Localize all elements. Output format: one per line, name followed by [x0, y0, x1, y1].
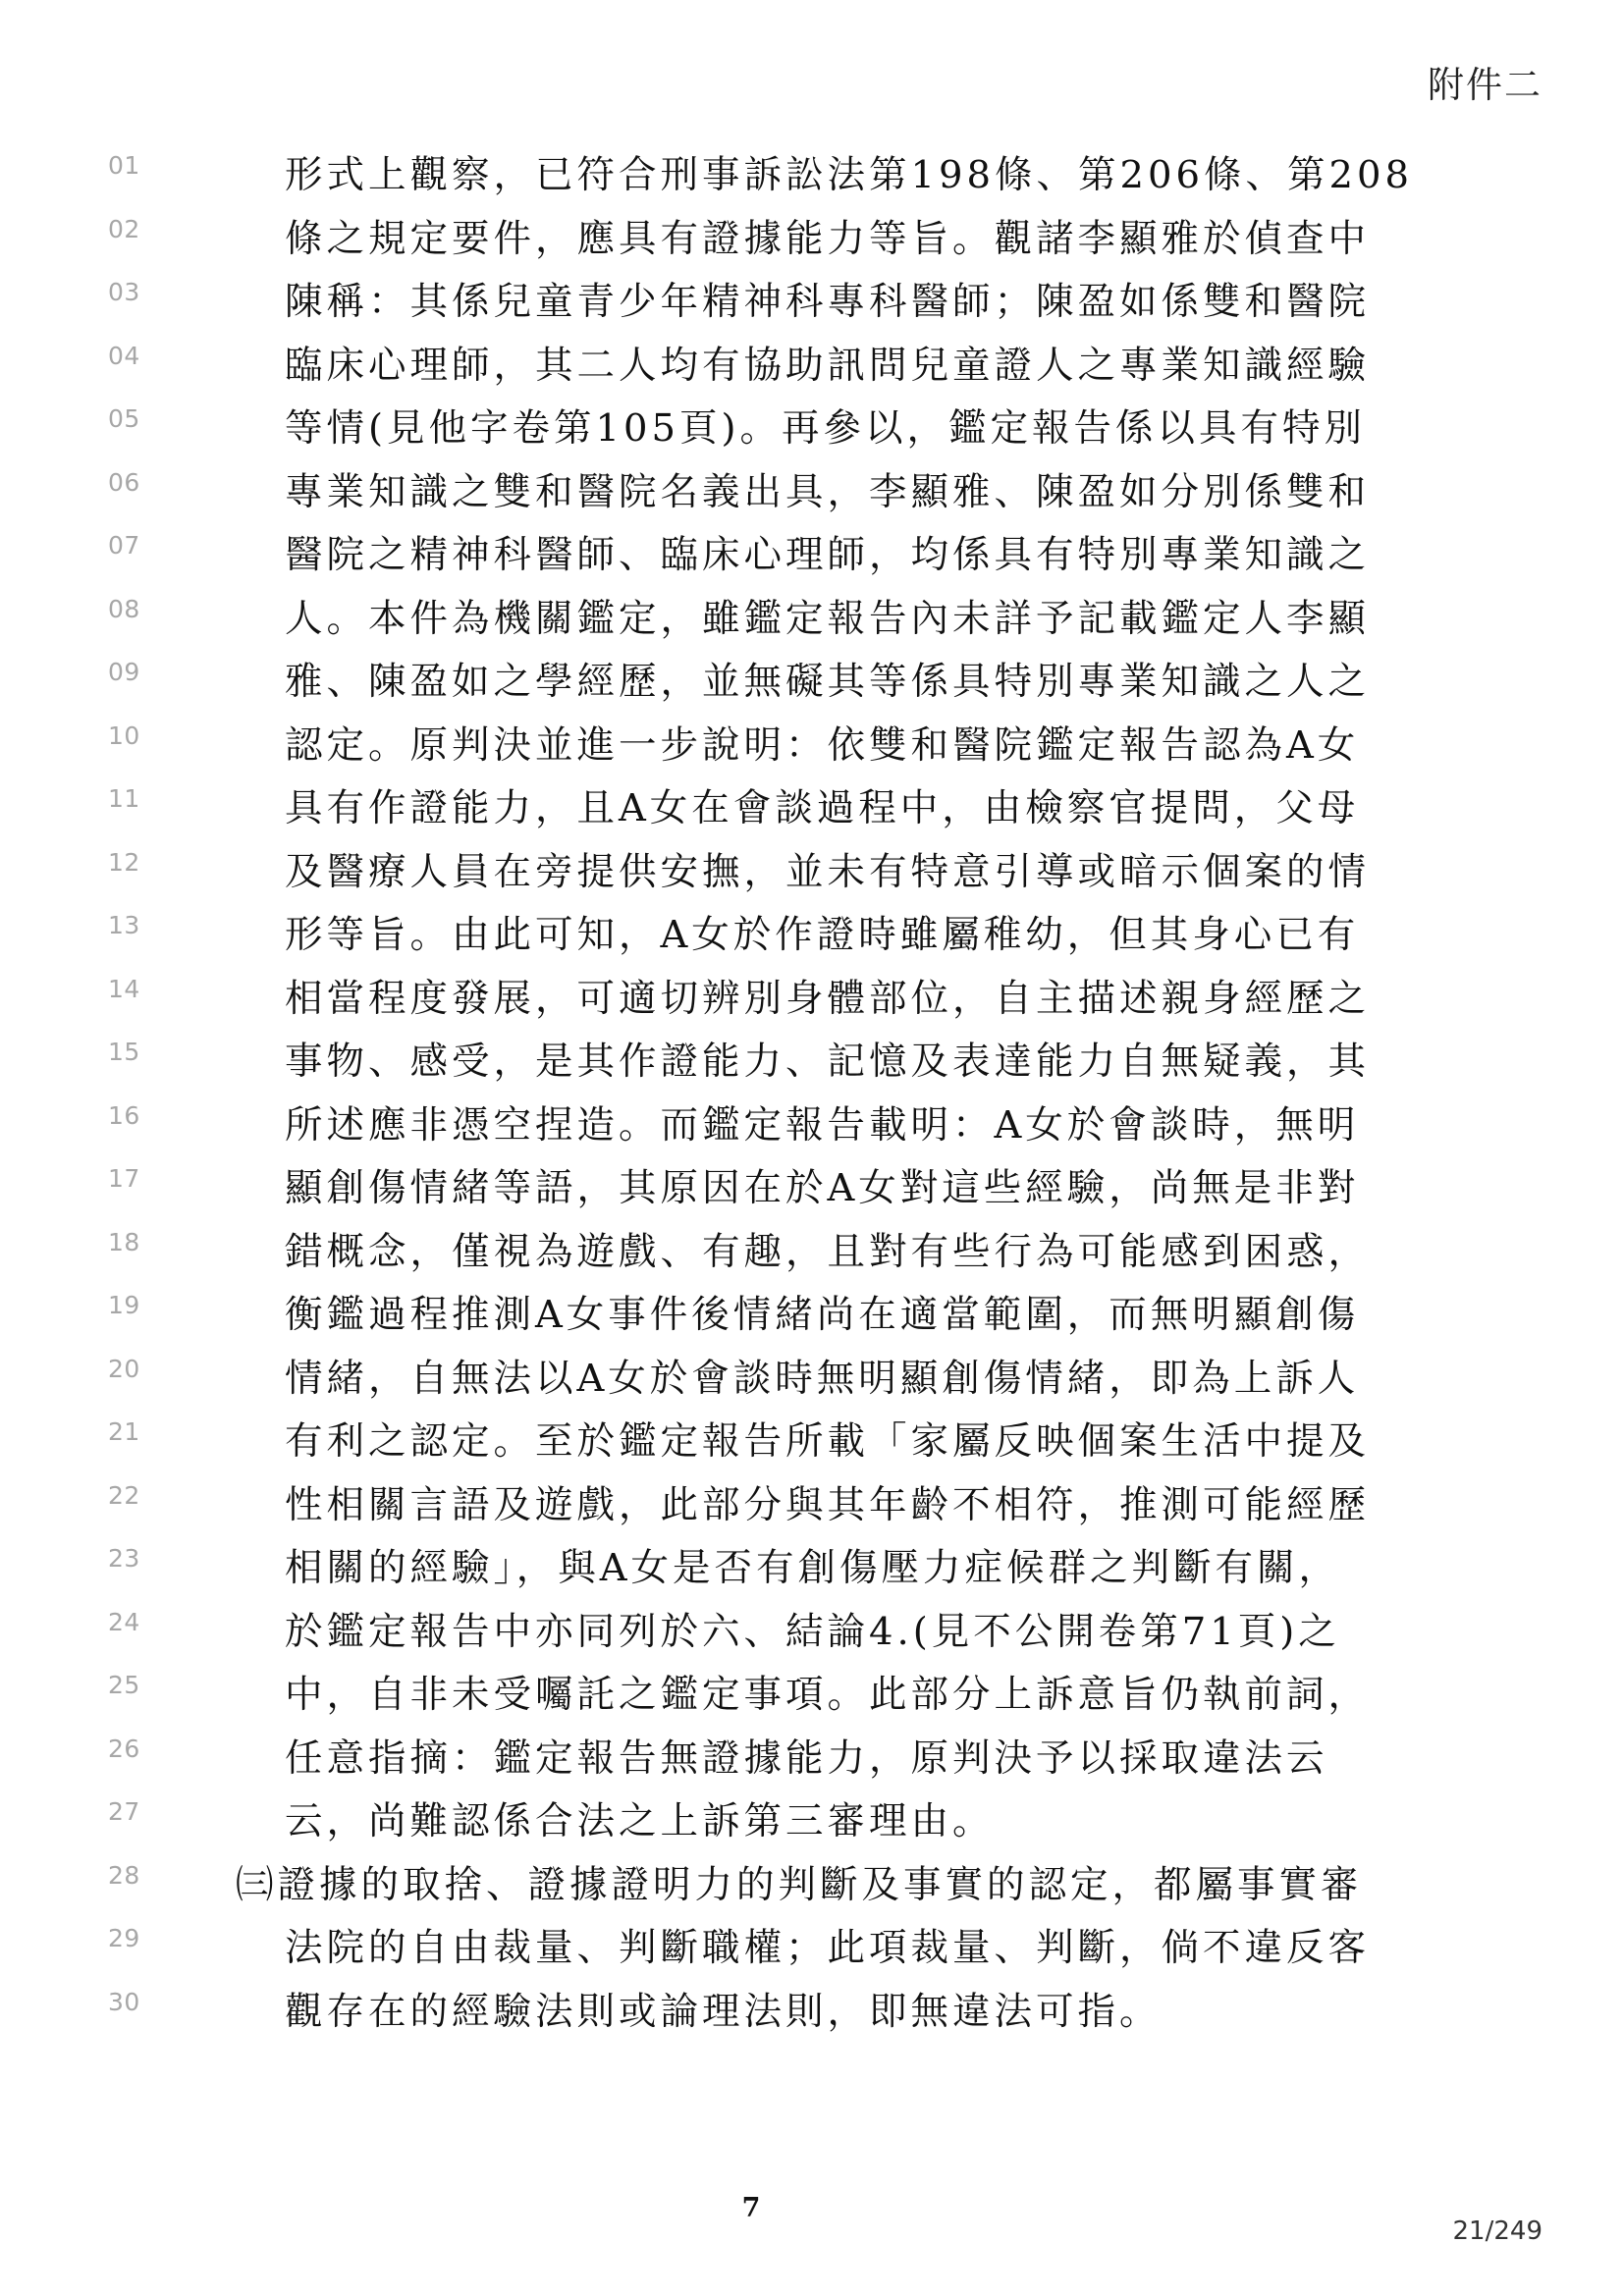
document-line [0, 1471, 1623, 1535]
document-line [0, 1345, 1623, 1409]
line-text: 所述應非憑空捏造。而鑑定報告載明：A女於會談時，無明 [285, 1102, 1360, 1148]
line-number: 18 [108, 1227, 140, 1256]
document-line [0, 268, 1623, 332]
document-line [0, 1154, 1623, 1218]
document-line [0, 521, 1623, 585]
document-line [0, 901, 1623, 965]
line-number: 27 [108, 1797, 140, 1826]
document-line [0, 332, 1623, 396]
document-line [0, 585, 1623, 649]
line-number: 03 [108, 278, 140, 306]
line-number: 17 [108, 1164, 140, 1193]
line-text: 陳稱：其係兒童青少年精神科專科醫師；陳盈如係雙和醫院 [285, 280, 1371, 324]
line-number: 25 [108, 1671, 140, 1699]
line-text: 事物、感受，是其作證能力、記憶及表達能力自無疑義，其 [285, 1040, 1371, 1084]
line-number: 08 [108, 594, 140, 623]
line-number: 24 [108, 1607, 140, 1636]
line-number: 01 [108, 151, 140, 180]
page-counter: 21/249 [1452, 2216, 1542, 2246]
line-text: 人。本件為機關鑑定，雖鑑定報告內未詳予記載鑑定人李顯 [285, 596, 1371, 641]
attachment-label: 附件二 [1428, 64, 1542, 106]
page-number: 7 [741, 2193, 761, 2223]
line-text: 觀存在的經驗法則或論理法則，即無違法可指。 [285, 1989, 1162, 2034]
document-line [0, 1851, 1623, 1915]
document-line [0, 1661, 1623, 1725]
line-number: 02 [108, 214, 140, 243]
line-number: 06 [108, 467, 140, 497]
line-number: 30 [108, 1987, 140, 2016]
line-number: 22 [108, 1480, 140, 1510]
line-number: 13 [108, 911, 140, 939]
document-line [0, 1028, 1623, 1092]
line-text: 情緒，自無法以A女於會談時無明顯創傷情緒，即為上訴人 [285, 1356, 1360, 1401]
document-line [0, 1281, 1623, 1345]
document-body [0, 141, 1623, 2041]
line-text: 條之規定要件，應具有證據能力等旨。觀諸李顯雅於偵查中 [285, 216, 1371, 261]
line-number: 09 [108, 658, 140, 686]
line-number: 11 [108, 784, 140, 813]
line-text: 專業知識之雙和醫院名義出具，李顯雅、陳盈如分別係雙和 [285, 469, 1371, 514]
line-text: 醫院之精神科醫師、臨床心理師，均係具有特別專業知識之 [285, 533, 1371, 577]
line-text: 中，自非未受囑託之鑑定事項。此部分上訴意旨仍執前詞， [285, 1673, 1371, 1717]
line-text: 認定。原判決並進一步說明：依雙和醫院鑑定報告認為A女 [285, 722, 1360, 768]
document-line [0, 838, 1623, 902]
line-number: 28 [108, 1860, 140, 1890]
line-text: 法院的自由裁量、判斷職權；此項裁量、判斷，倘不違反客 [285, 1926, 1371, 1970]
document-line [0, 141, 1623, 205]
line-number: 14 [108, 974, 140, 1003]
document-line [0, 395, 1623, 458]
document-line [0, 965, 1623, 1029]
line-text: 相關的經驗」，與A女是否有創傷壓力症候群之判斷有關， [285, 1546, 1341, 1590]
line-text: 臨床心理師，其二人均有協助訊問兒童證人之專業知識經驗 [285, 343, 1371, 388]
document-line [0, 1092, 1623, 1155]
line-number: 16 [108, 1100, 140, 1130]
document-line [0, 458, 1623, 522]
line-text: 具有作證能力，且A女在會談過程中，由檢察官提問，父母 [285, 786, 1360, 830]
document-line [0, 1725, 1623, 1789]
document-line [0, 1598, 1623, 1662]
line-text: 有利之認定。至於鑑定報告所載「家屬反映個案生活中提及 [285, 1419, 1371, 1464]
line-number: 19 [108, 1291, 140, 1319]
line-number: 12 [108, 847, 140, 877]
line-number: 26 [108, 1734, 140, 1763]
line-text: 錯概念，僅視為遊戲、有趣，且對有些行為可能感到困惑， [285, 1229, 1371, 1274]
line-text: 性相關言語及遊戲，此部分與其年齡不相符，推測可能經歷 [285, 1482, 1371, 1527]
line-text: ㈢證據的取捨、證據證明力的判斷及事實的認定，都屬事實審 [236, 1862, 1363, 1907]
line-text: 顯創傷情緒等語，其原因在於A女對這些經驗，尚無是非對 [285, 1166, 1360, 1210]
line-text: 於鑑定報告中亦同列於六、結論4.(見不公開卷第71頁)之 [285, 1609, 1340, 1654]
document-line [0, 1534, 1623, 1598]
line-text: 等情(見他字卷第105頁)。再參以，鑑定報告係以具有特別 [285, 406, 1367, 451]
line-text: 云，尚難認係合法之上訴第三審理由。 [285, 1799, 995, 1843]
line-text: 雅、陳盈如之學經歷，並無礙其等係具特別專業知識之人之 [285, 660, 1371, 704]
document-line [0, 648, 1623, 712]
line-text: 形式上觀察，已符合刑事訴訟法第198條、第206條、第208 [285, 153, 1413, 197]
document-line [0, 1788, 1623, 1851]
document-line [0, 1408, 1623, 1471]
line-number: 29 [108, 1924, 140, 1952]
line-number: 23 [108, 1544, 140, 1573]
document-line [0, 1978, 1623, 2042]
line-text: 相當程度發展，可適切辨別身體部位，自主描述親身經歷之 [285, 976, 1371, 1021]
line-number: 15 [108, 1038, 140, 1066]
document-line [0, 1914, 1623, 1978]
line-text: 衡鑑過程推測A女事件後情緒尚在適當範圍，而無明顯創傷 [285, 1293, 1360, 1337]
line-number: 21 [108, 1417, 140, 1446]
line-number: 07 [108, 531, 140, 560]
line-text: 任意指摘：鑑定報告無證據能力，原判決予以採取違法云 [285, 1735, 1328, 1781]
document-line [0, 205, 1623, 269]
document-line [0, 712, 1623, 775]
line-text: 及醫療人員在旁提供安撫，並未有特意引導或暗示個案的情 [285, 849, 1371, 894]
document-line [0, 774, 1623, 838]
line-number: 05 [108, 404, 140, 433]
line-text: 形等旨。由此可知，A女於作證時雖屬稚幼，但其身心已有 [285, 913, 1360, 957]
line-number: 10 [108, 721, 140, 750]
line-number: 04 [108, 341, 140, 370]
document-line [0, 1218, 1623, 1282]
line-number: 20 [108, 1354, 140, 1383]
